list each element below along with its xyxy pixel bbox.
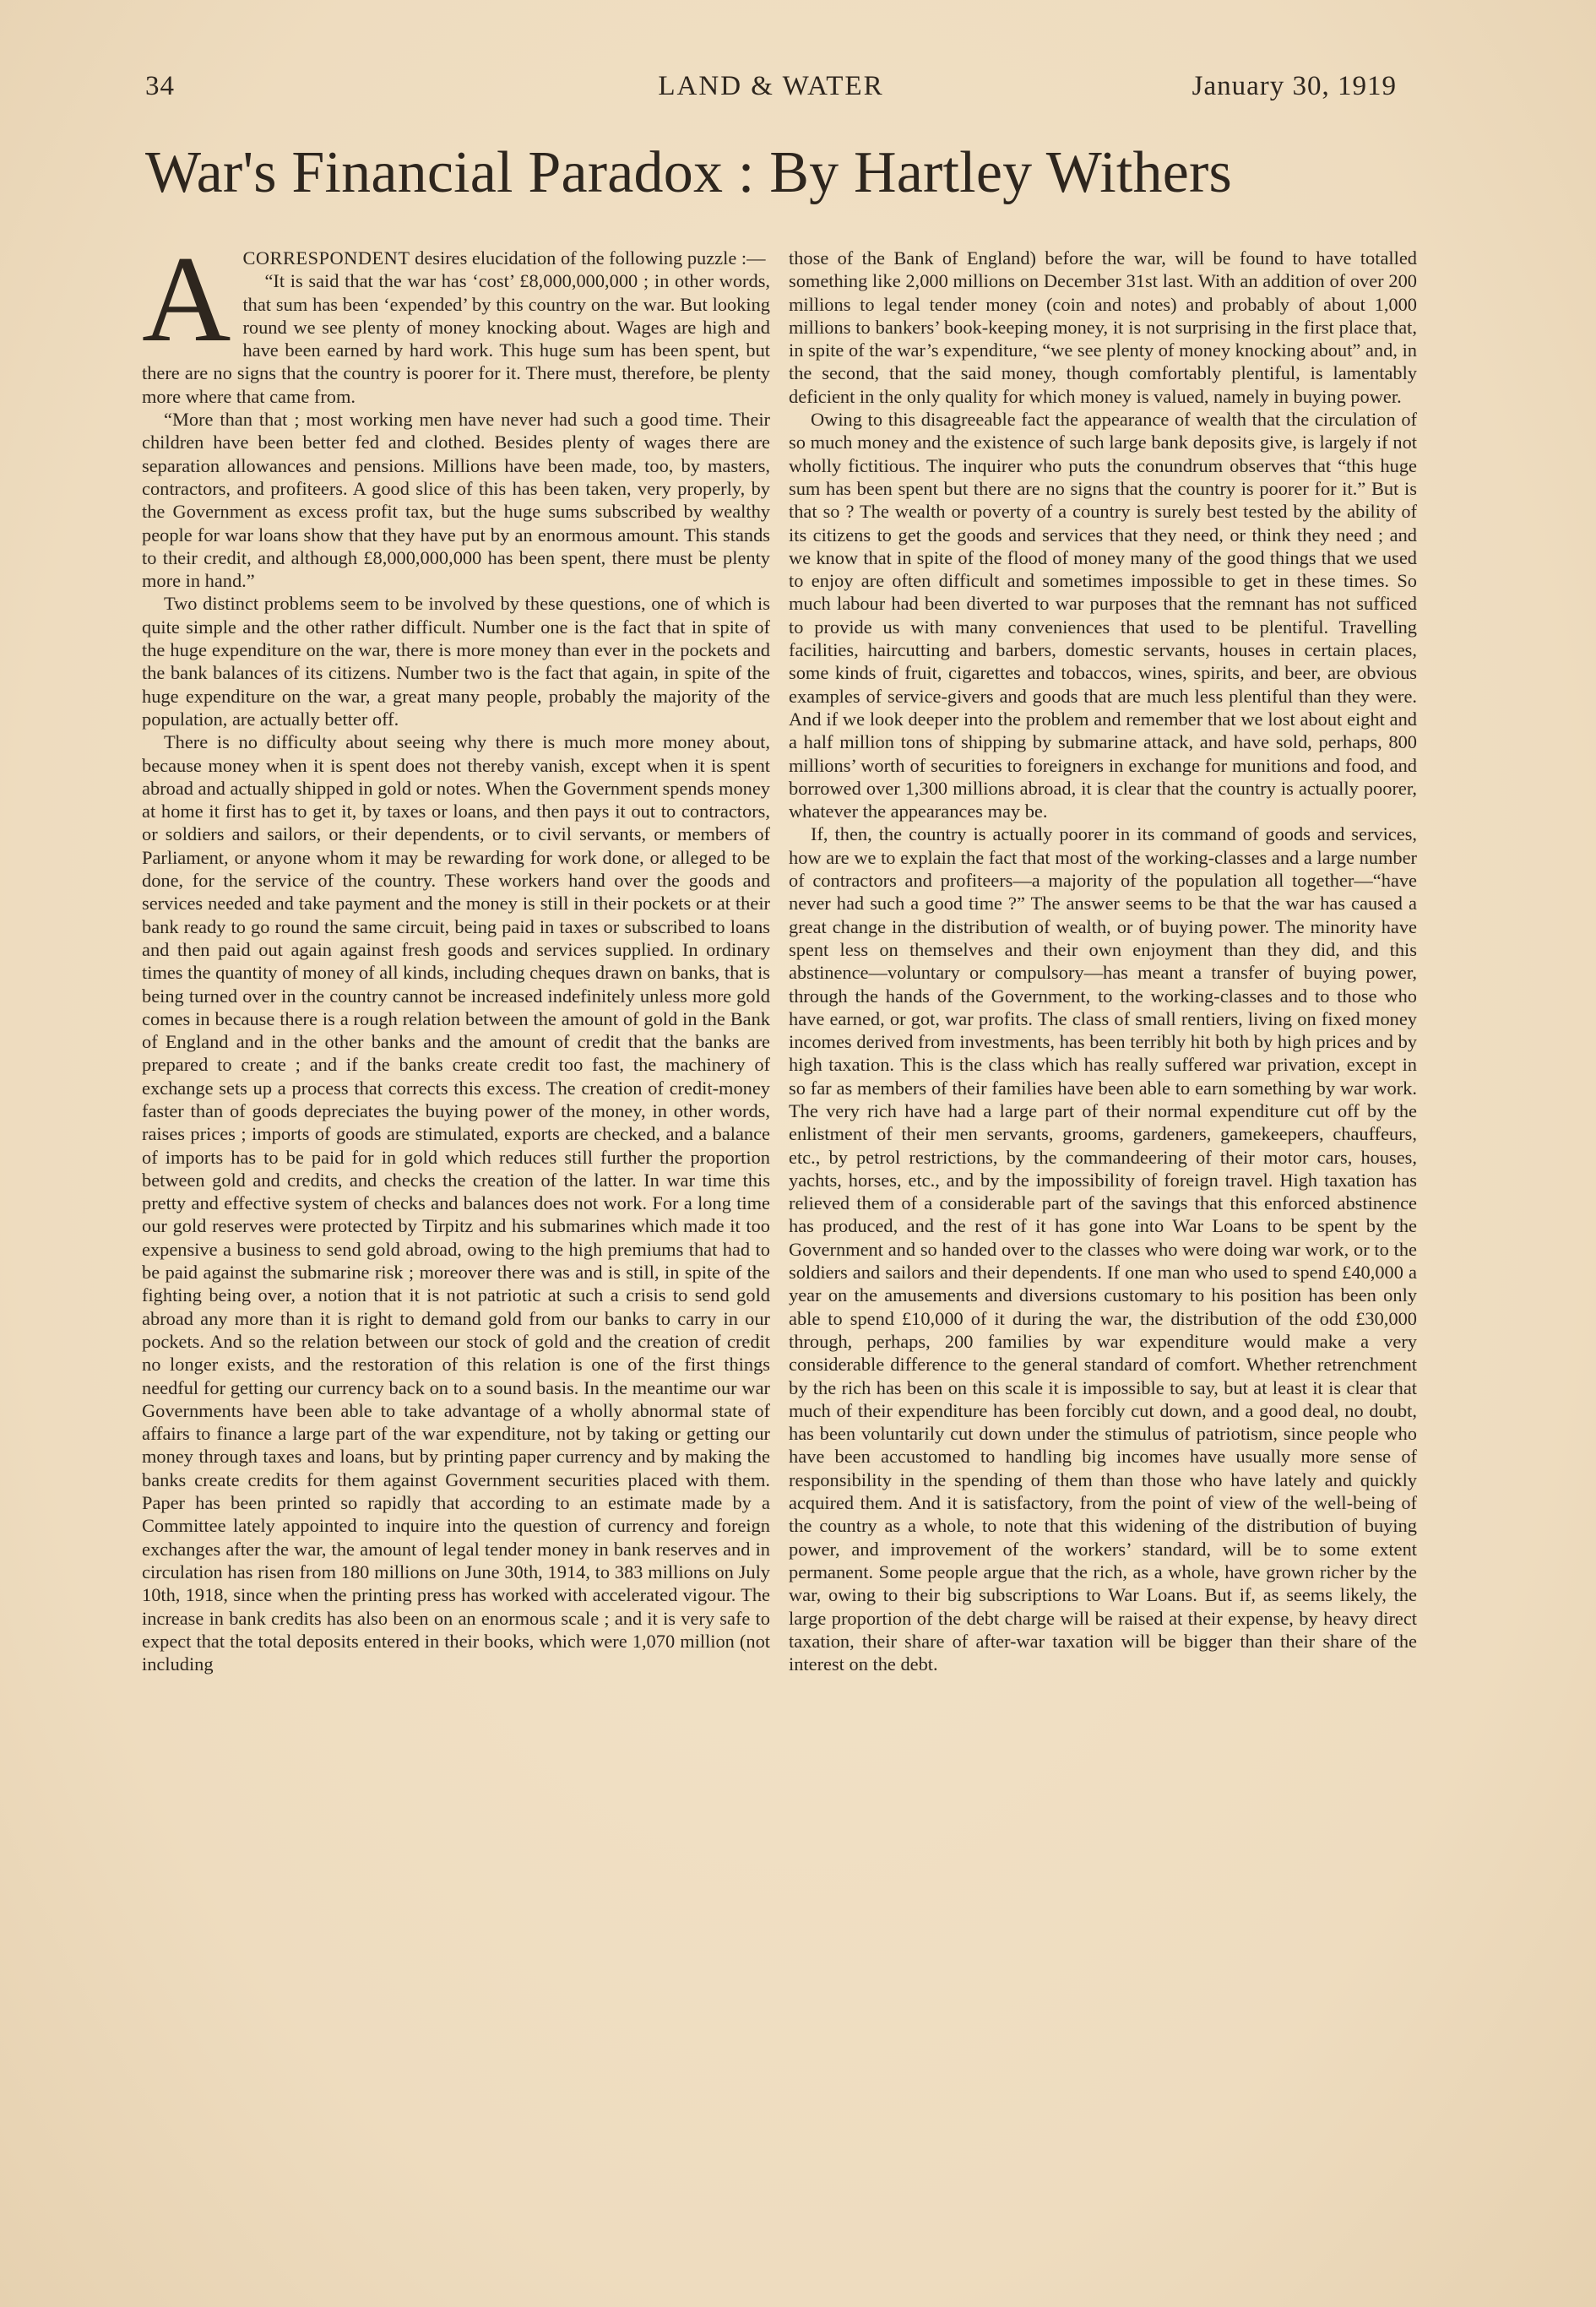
opening-text: desires elucidation of the following puzzle :— [410, 247, 766, 269]
left-column [142, 247, 770, 2189]
lead-word: CORRESPONDENT [242, 247, 410, 269]
issue-date: January 30, 1919 [1192, 71, 1397, 101]
paragraph: Owing to this disagreeable fact the appearance of wealth that the circulation of so much money and the existence of such large bank deposits give, is largely if not wholly fictitious. The inquirer who puts the conundrum observes that “this huge sum has been spent but there are no signs that the country is poorer for it.” But is that so ? The wealth or poverty of a country is surely best tested by the ability of its citizens to get the goods and services that they need, or think they need ; and we know that in spite of the flood of money many of the good things that we used to enjoy are often difficult and sometimes impossible to get in these times. So much labour had been diverted to war purposes that the remnant has not sufficed to provide us with many conveniences that used to be plentiful. Travelling facilities, haircutting and barbers, domestic servants, houses in certain places, some kinds of fruit, cigarettes and tobaccos, wines, spirits, and beer, are obvious examples of service-givers and goods that are much less plentiful than they were. And if we look deeper into the problem and remember that we lost about eight and a half million tons of shipping by submarine attack, and have sold, perhaps, 800 millions’ worth of securities to foreigners in exchange for munitions and food, and borrowed over 1,300 millions abroad, it is clear that the country is actually poorer, whatever the appearances may be. [789, 409, 1417, 822]
page-number: 34 [145, 71, 175, 101]
paragraph: “More than that ; most working men have never had such a good time. Their children have been better fed and clothed. Besides plenty of wages there are separation allowances and pensions. Millions have been made, too, by masters, contractors, and profiteers. A good slice of this has been taken, very properly, by the Government as excess profit tax, but the huge sums subscribed by wealthy people for war loans show that they have put by an enormous amount. This stands to their credit, and although £8,000,000,000 has been spent, there must be plenty more in hand.” [142, 409, 770, 592]
magazine-name: LAND & WATER [658, 71, 884, 101]
paragraph: If, then, the country is actually poorer in its command of goods and services, how are we to explain the fact that most of the working-classes and a large number of contractors and profiteers—a majority of the population all together—“have never had such a good time ?” The answer seems to be that the war has caused a great change in the distribution of wealth, or of buying power. The minority have spent less on themselves and their own enjoyment than they did, and this abstinence—voluntary or compulsory—has meant a transfer of buying power, through the hands of the Government, to the working-classes and to those who have earned, or got, war profits. The class of small rentiers, living on fixed money incomes derived from investments, has been terribly hit both by high prices and by high taxation. This is the class which has really suffered war privation, except in so far as members of their families have been able to earn something by war work. The very rich have had a large part of their normal expenditure cut off by the enlistment of their men servants, grooms, gardeners, gamekeepers, chauffeurs, etc., by petrol restrictions, by the commandeering of their motor cars, houses, yachts, horses, etc., and by the impossibility of foreign travel. High taxation has relieved them of a considerable part of the savings that this enforced abstinence has produced, and the rest of it has gone into War Loans to be spent by the Government and so handed over to the classes who were doing war work, or to the soldiers and sailors and their dependents. If one man who used to spend £40,000 a year on the amusements and diversions customary to his position has been only able to spend £10,000 of it during the war, the distribution of the odd £30,000 through, perhaps, 200 families by war expenditure would make a very considerable difference to the general standard of comfort. Whether retrenchment by the rich has been on this scale it is impossible to say, but at least it is clear that much of their expenditure has been forcibly cut down, and a good deal, no doubt, has been voluntarily cut down under the stimulus of patriotism, since people who have been accustomed to handling big incomes have usually more sense of responsibility in the spending of them than those who have lately and quickly acquired them. And it is satisfactory, from the point of view of the well-being of the country as a whole, to note that this widening of the distribution of buying power, and improvement of the workers’ standard, will be to some extent permanent. Some people argue that the rich, as a whole, have grown richer by the war, owing to their big subscriptions to War Loans. But if, as seems likely, the large proportion of the debt charge will be raised at their expense, by heavy direct taxation, their share of after-war taxation will be bigger than their share of the interest on the debt. [789, 823, 1417, 1675]
continued-paragraph: those of the Bank of England) before the war, will be found to have totalled something like 2,000 millions on December 31st last. With an addition of over 200 millions to legal tender money (coin and notes) and probably of about 1,000 millions to bankers’ book-keeping money, it is not surprising in the first place that, in spite of the war’s expenditure, “we see plenty of money knocking about” and, in the second, that the said money, though comfortably plentiful, is lamentably deficient in the only quality for which money is valued, namely in buying power. [789, 247, 1417, 407]
drop-cap: A [142, 247, 231, 367]
paragraph: Two distinct problems seem to be involved by these questions, one of which is quite simple and the other rather difficult. Number one is the fact that in spite of the huge expenditure on the war, there is more money than ever in the pockets and the bank balances of its citizens. Number two is the fact that again, in spite of the huge expenditure on the war, a great many people, probably the majority of the population, are actually better off. [142, 593, 770, 730]
running-head [145, 71, 1397, 108]
paragraph: “It is said that the war has ‘cost’ £8,000,000,000 ; in other words, that sum has been ‘expended’ by this country on the war. But looking round we see plenty of money knocking about. Wages are high and have been earned by hard work. This huge sum has been spent, but there are no signs that the country is poorer for it. There must, therefore, be plenty more where that came from. [142, 270, 770, 407]
right-column [789, 247, 1417, 2189]
paragraph: There is no difficulty about seeing why there is much more money about, because money when it is spent does not thereby vanish, except when it is spent abroad and actually shipped in gold or notes. When the Government spends money at home it first has to get it, by taxes or loans, and then pays it out to contractors, or soldiers and sailors, or their dependents, or to civil servants, or members of Parliament, or anyone whom it may be rewarding for work done, or alleged to be done, for the service of the country. These workers hand over the goods and services needed and take payment and the money is still in their pockets or at their bank ready to go round the same circuit, being paid in taxes or subscribed to loans and then paid out again against fresh goods and services supplied. In ordinary times the quantity of money of all kinds, including cheques drawn on banks, that is being turned over in the country cannot be increased indefinitely unless more gold comes in because there is a rough relation between the amount of gold in the Bank of England and in the other banks and the amount of credit that the banks are prepared to create ; and if the banks create credit too fast, the machinery of exchange sets up a process that corrects this excess. The creation of credit-money faster than of goods depreciates the buying power of the money, in other words, raises prices ; imports of goods are stimulated, exports are checked, and a balance of imports has to be paid for in gold which reduces still further the proportion between gold and credits, and checks the creation of the latter. In war time this pretty and effective system of checks and balances does not work. For a long time our gold reserves were protected by Tirpitz and his submarines which made it too expensive a business to send gold abroad, owing to the high premiums that had to be paid against the submarine risk ; moreover there was and is still, in spite of the fighting being over, a notion that it is not patriotic at such a crisis to send gold abroad any more than it is right to demand gold from our banks to carry in our pockets. And so the relation between our stock of gold and the creation of credit no longer exists, and the restoration of this relation is one of the first things needful for getting our currency back on to a sound basis. In the meantime our war Governments have been able to take advantage of a wholly abnormal state of affairs to finance a large part of the war expenditure, not by taking or getting our money through taxes and loans, but by printing paper currency and by making the banks create credits for them against Government securities placed with them. Paper has been printed so rapidly that according to an estimate made by a Committee lately appointed to inquire into the question of currency and foreign exchanges after the war, the amount of legal tender money in bank reserves and in circulation has risen from 180 millions on June 30th, 1914, to 383 millions on July 10th, 1918, since when the printing press has worked with accelerated vigour. The increase in bank credits has also been on an enormous scale ; and it is very safe to expect that the total deposits entered in their books, which were 1,070 million (not including [142, 731, 770, 1675]
article-title: War's Financial Paradox : By Hartley Withers [145, 140, 1232, 205]
